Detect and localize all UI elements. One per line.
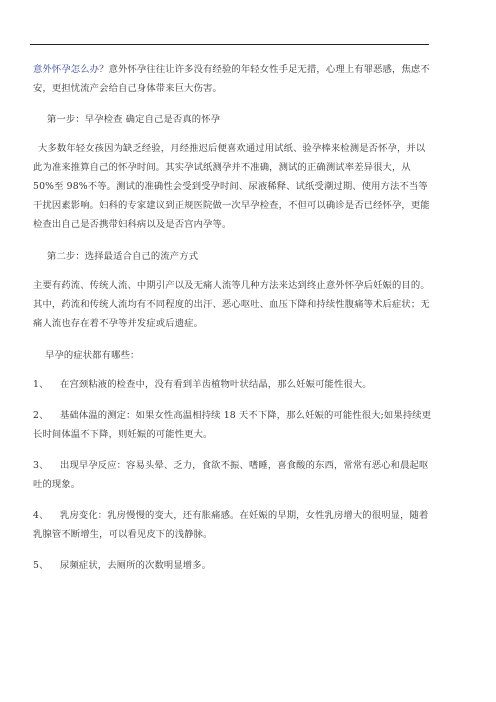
symptoms-heading: 早孕的症状都有哪些： bbox=[45, 350, 140, 361]
symptom-text: 基础体温的测定：如果女性高温相持续 18 天不下降，那么妊娠的可能性很大;如果持续更长时间体温不下降，则妊娠的可能性更大。 bbox=[33, 410, 432, 440]
symptom-item-3 bbox=[33, 456, 433, 494]
symptom-item-5 bbox=[33, 556, 433, 575]
symptom-text: 在宫颈粘液的检查中，没有看到羊齿植物叶状结晶，那么妊娠可能性很大。 bbox=[60, 379, 372, 390]
symptom-number: 5、 bbox=[33, 560, 49, 571]
article-body bbox=[33, 60, 433, 587]
symptom-number: 2、 bbox=[33, 410, 49, 421]
intro-paragraph bbox=[33, 60, 433, 98]
intro-link[interactable]: 意外怀孕怎么办 bbox=[33, 64, 100, 75]
symptom-item-2 bbox=[33, 406, 433, 444]
symptom-text: 出现早孕反应：容易头晕、乏力，食欲不振、嗜睡，喜食酸的东西，常常有恶心和晨起呕吐的现象。 bbox=[33, 460, 429, 490]
intro-text: ？意外怀孕往往让许多没有经验的年轻女性手足无措，心理上有罪恶感，焦虑不安，更担忧流产会给自己身体带来巨大伤害。 bbox=[33, 64, 430, 94]
symptom-number: 4、 bbox=[33, 510, 49, 521]
header-rule bbox=[30, 44, 429, 45]
symptom-text: 乳房变化：乳房慢慢的变大，还有胀痛感。在妊娠的早期，女性乳房增大的很明显，随着乳腺管不断增生，可以看见皮下的浅静脉。 bbox=[33, 510, 429, 540]
symptom-text: 尿频症状，去厕所的次数明显增多。 bbox=[60, 560, 212, 571]
symptom-item-1 bbox=[33, 375, 433, 394]
step2-paragraph: 主要有药流、传统人流、中期引产以及无痛人流等几种方法来达到终止意外怀孕后妊娠的目的。其中，药流和传统人流均有不同程度的出汗、恶心呕吐、血压下降和持续性腹痛等术后症状；无痛人流也存在着不孕等并发症或后遗症。 bbox=[33, 280, 430, 329]
step1-paragraph: 大多数年轻女孩因为缺乏经验，月经推迟后便喜欢通过用试纸、验孕棒来检测是否怀孕，并以此为准来推算自己的怀孕时间。其实孕试纸测孕并不准确，测试的正确测试率差异很大，从 50%至 98%不等。测试的准确性会受到受孕时间、尿液稀释、试纸受潮过期、使用方法不当等干扰因素影响。妇科的专家建议到正规医院做一次早孕检查，不但可以确诊是否已经怀孕，更能检查出自己是否携带妇科病以及是否宫内孕等。 bbox=[33, 143, 430, 230]
step2-heading: 第二步：选择最适合自己的流产方式 bbox=[47, 251, 199, 262]
step1-heading: 第一步：早孕检查 确定自己是否真的怀孕 bbox=[47, 114, 221, 125]
symptom-item-4 bbox=[33, 506, 433, 544]
symptom-number: 1、 bbox=[33, 379, 49, 390]
symptom-number: 3、 bbox=[33, 460, 49, 471]
